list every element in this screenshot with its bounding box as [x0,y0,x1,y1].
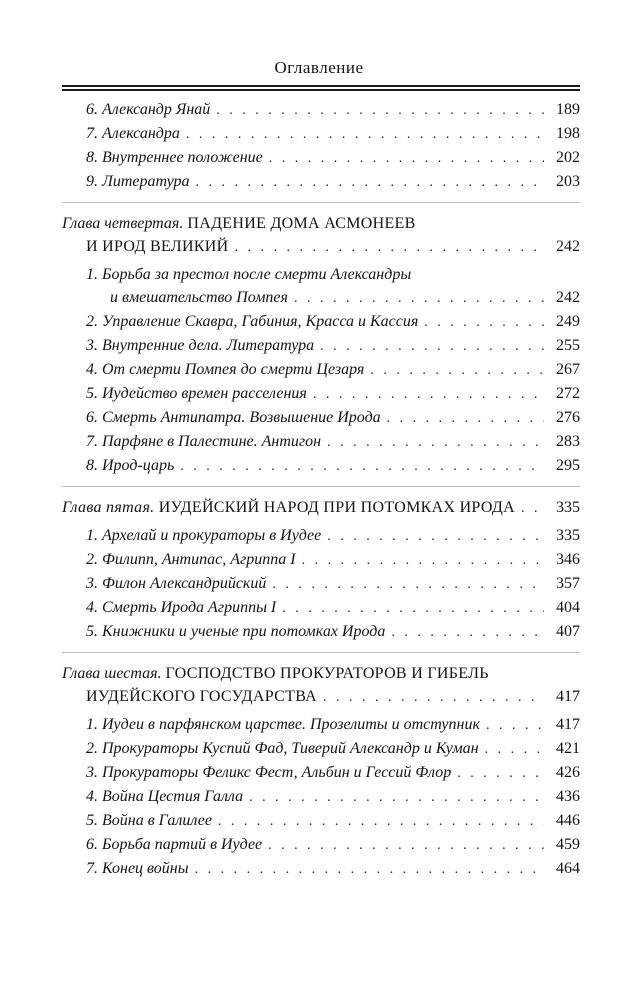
toc-entry-page: 272 [556,385,580,402]
toc-entry-page: 436 [556,788,580,805]
toc-entry[interactable] [62,358,580,382]
toc-entry-title: 6. Александр Янай [86,101,211,118]
toc-entry-title: 2. Прокураторы Куспий Фад, Тиверий Александр и Куман [86,740,479,757]
chapter-title-cont: И ИРОД ВЕЛИКИЙ [86,238,229,255]
chapter-page: 417 [556,688,580,705]
toc-entry-title: 2. Управление Скавра, Габиния, Красса и Кассия [86,313,419,330]
chapter-label: Глава четвертая. [62,215,184,232]
toc-entry[interactable] [62,406,580,430]
toc-entry-title: 6. Борьба партий в Иудее [86,836,263,853]
toc-entry-title-cont: и вмешательство Помпея [110,289,288,306]
chapter-label: Глава шестая. [62,665,162,682]
page-title: Оглавление [274,58,364,77]
toc-entry-title: 7. Конец войны [86,860,189,877]
toc-entry-page: 283 [556,433,580,450]
dot-leader [320,335,544,358]
toc-entry-page: 189 [556,101,580,118]
toc-entry-page: 404 [556,599,580,616]
dot-leader [272,573,544,596]
toc-entry-page: 198 [556,125,580,142]
toc-entry-title: 5. Иудейство времен расселения [86,385,307,402]
toc-entry[interactable] [62,310,580,334]
section-divider [62,202,580,203]
toc-entry-page: 242 [556,289,580,306]
dot-leader [424,311,544,334]
toc-entry-title: 5. Книжники и ученые при потомках Ирода [86,623,386,640]
toc-entry[interactable] [62,809,580,833]
dot-leader [387,407,544,430]
chapter-title: ГОСПОДСТВО ПРОКУРАТОРОВ И ГИБЕЛЬ [165,665,489,682]
toc-entry-title: 7. Парфяне в Палестине. Антигон [86,433,322,450]
dot-leader [196,171,544,194]
toc-entry-title: 1. Архелай и прокураторы в Иудее [86,527,322,544]
toc-entry[interactable] [62,548,580,572]
toc-entry-title: 4. Война Цестия Галла [86,788,244,805]
toc-entry[interactable] [62,430,580,454]
dot-leader [218,810,544,833]
toc-entry-page: 255 [556,337,580,354]
dot-leader [327,525,544,548]
toc-entry[interactable] [62,761,580,785]
dot-leader [370,359,544,382]
toc-entry-page: 459 [556,836,580,853]
chapter-heading [62,212,580,235]
toc-entry-page: 267 [556,361,580,378]
dot-leader [186,123,544,146]
toc-entry-page: 276 [556,409,580,426]
table-of-contents [62,98,580,881]
toc-entry[interactable] [62,454,580,478]
section-divider [62,486,580,487]
toc-entry-page: 426 [556,764,580,781]
dot-leader [485,738,544,761]
dot-leader [391,621,544,644]
toc-entry[interactable] [62,785,580,809]
toc-entry[interactable] [62,382,580,406]
header-rule-bottom [62,89,580,91]
toc-entry-title: 8. Внутреннее положение [86,149,263,166]
toc-entry[interactable] [62,713,580,737]
chapter-page: 335 [556,499,580,516]
dot-leader [235,236,545,259]
toc-entry[interactable] [62,620,580,644]
toc-entry[interactable] [62,737,580,761]
toc-entry[interactable] [62,833,580,857]
dot-leader [457,762,544,785]
dot-leader [313,383,544,406]
dot-leader [268,834,544,857]
chapter-title: ИУДЕЙСКИЙ НАРОД ПРИ ПОТОМКАХ ИРОДА [158,499,515,516]
toc-entry[interactable] [62,524,580,548]
section-divider [62,652,580,653]
dot-leader [249,786,544,809]
toc-entry-page: 357 [556,575,580,592]
toc-entry-title: 3. Филон Александрийский [86,575,267,592]
dot-leader [323,686,544,709]
toc-entry-page: 335 [556,527,580,544]
toc-entry[interactable] [62,857,580,881]
toc-entry[interactable] [62,596,580,620]
toc-entry-title: 4. От смерти Помпея до смерти Цезаря [86,361,365,378]
header-rule-top [62,85,580,87]
toc-entry[interactable] [62,98,580,122]
toc-entry-page: 295 [556,457,580,474]
chapter-title-cont: ИУДЕЙСКОГО ГОСУДАРСТВА [86,688,318,705]
toc-entry[interactable] [62,286,580,310]
dot-leader [302,549,544,572]
toc-entry-title: 4. Смерть Ирода Агриппы I [86,599,277,616]
toc-entry-title: 5. Война в Галилее [86,812,212,829]
chapter-title: ПАДЕНИЕ ДОМА АСМОНЕЕВ [187,215,416,232]
toc-entry-page: 464 [556,860,580,877]
toc-entry-title: 6. Смерть Антипатра. Возвышение Ирода [86,409,381,426]
toc-entry-page: 249 [556,313,580,330]
toc-entry-title: 1. Иудеи в парфянском царстве. Прозелиты и отступник [86,716,480,733]
dot-leader [282,597,544,620]
dot-leader [180,455,544,478]
chapter-page: 242 [556,238,580,255]
toc-entry[interactable] [62,122,580,146]
toc-entry-title: 9. Литература [86,173,190,190]
toc-entry-title: 3. Внутренние дела. Литература [86,337,315,354]
toc-entry-page: 202 [556,149,580,166]
toc-entry[interactable] [62,334,580,358]
toc-entry[interactable] [62,170,580,194]
chapter-label: Глава пятая. [62,499,155,516]
chapter-entry[interactable] [62,235,580,259]
toc-entry-page: 421 [556,740,580,757]
chapter-heading [62,662,580,685]
toc-entry[interactable] [62,146,580,170]
toc-entry-page: 407 [556,623,580,640]
dot-leader [486,714,544,737]
toc-entry-title: 1. Борьба за престол после смерти Александры [86,266,412,283]
toc-entry-title: 7. Александра [86,125,180,142]
toc-entry-page: 203 [556,173,580,190]
dot-leader [195,858,544,881]
dot-leader [216,99,544,122]
toc-entry-page: 446 [556,812,580,829]
toc-entry[interactable] [62,572,580,596]
chapter-entry[interactable] [62,496,580,520]
toc-entry-page: 346 [556,551,580,568]
toc-entry-title: 2. Филипп, Антипас, Агриппа I [86,551,296,568]
dot-leader [327,431,544,454]
toc-entry-page: 417 [556,716,580,733]
toc-entry-title: 8. Ирод-царь [86,457,175,474]
dot-leader [294,287,544,310]
chapter-entry[interactable] [62,685,580,709]
toc-entry-title: 3. Прокураторы Феликс Фест, Альбин и Гессий Флор [86,764,452,781]
dot-leader [521,497,544,520]
dot-leader [269,147,544,170]
